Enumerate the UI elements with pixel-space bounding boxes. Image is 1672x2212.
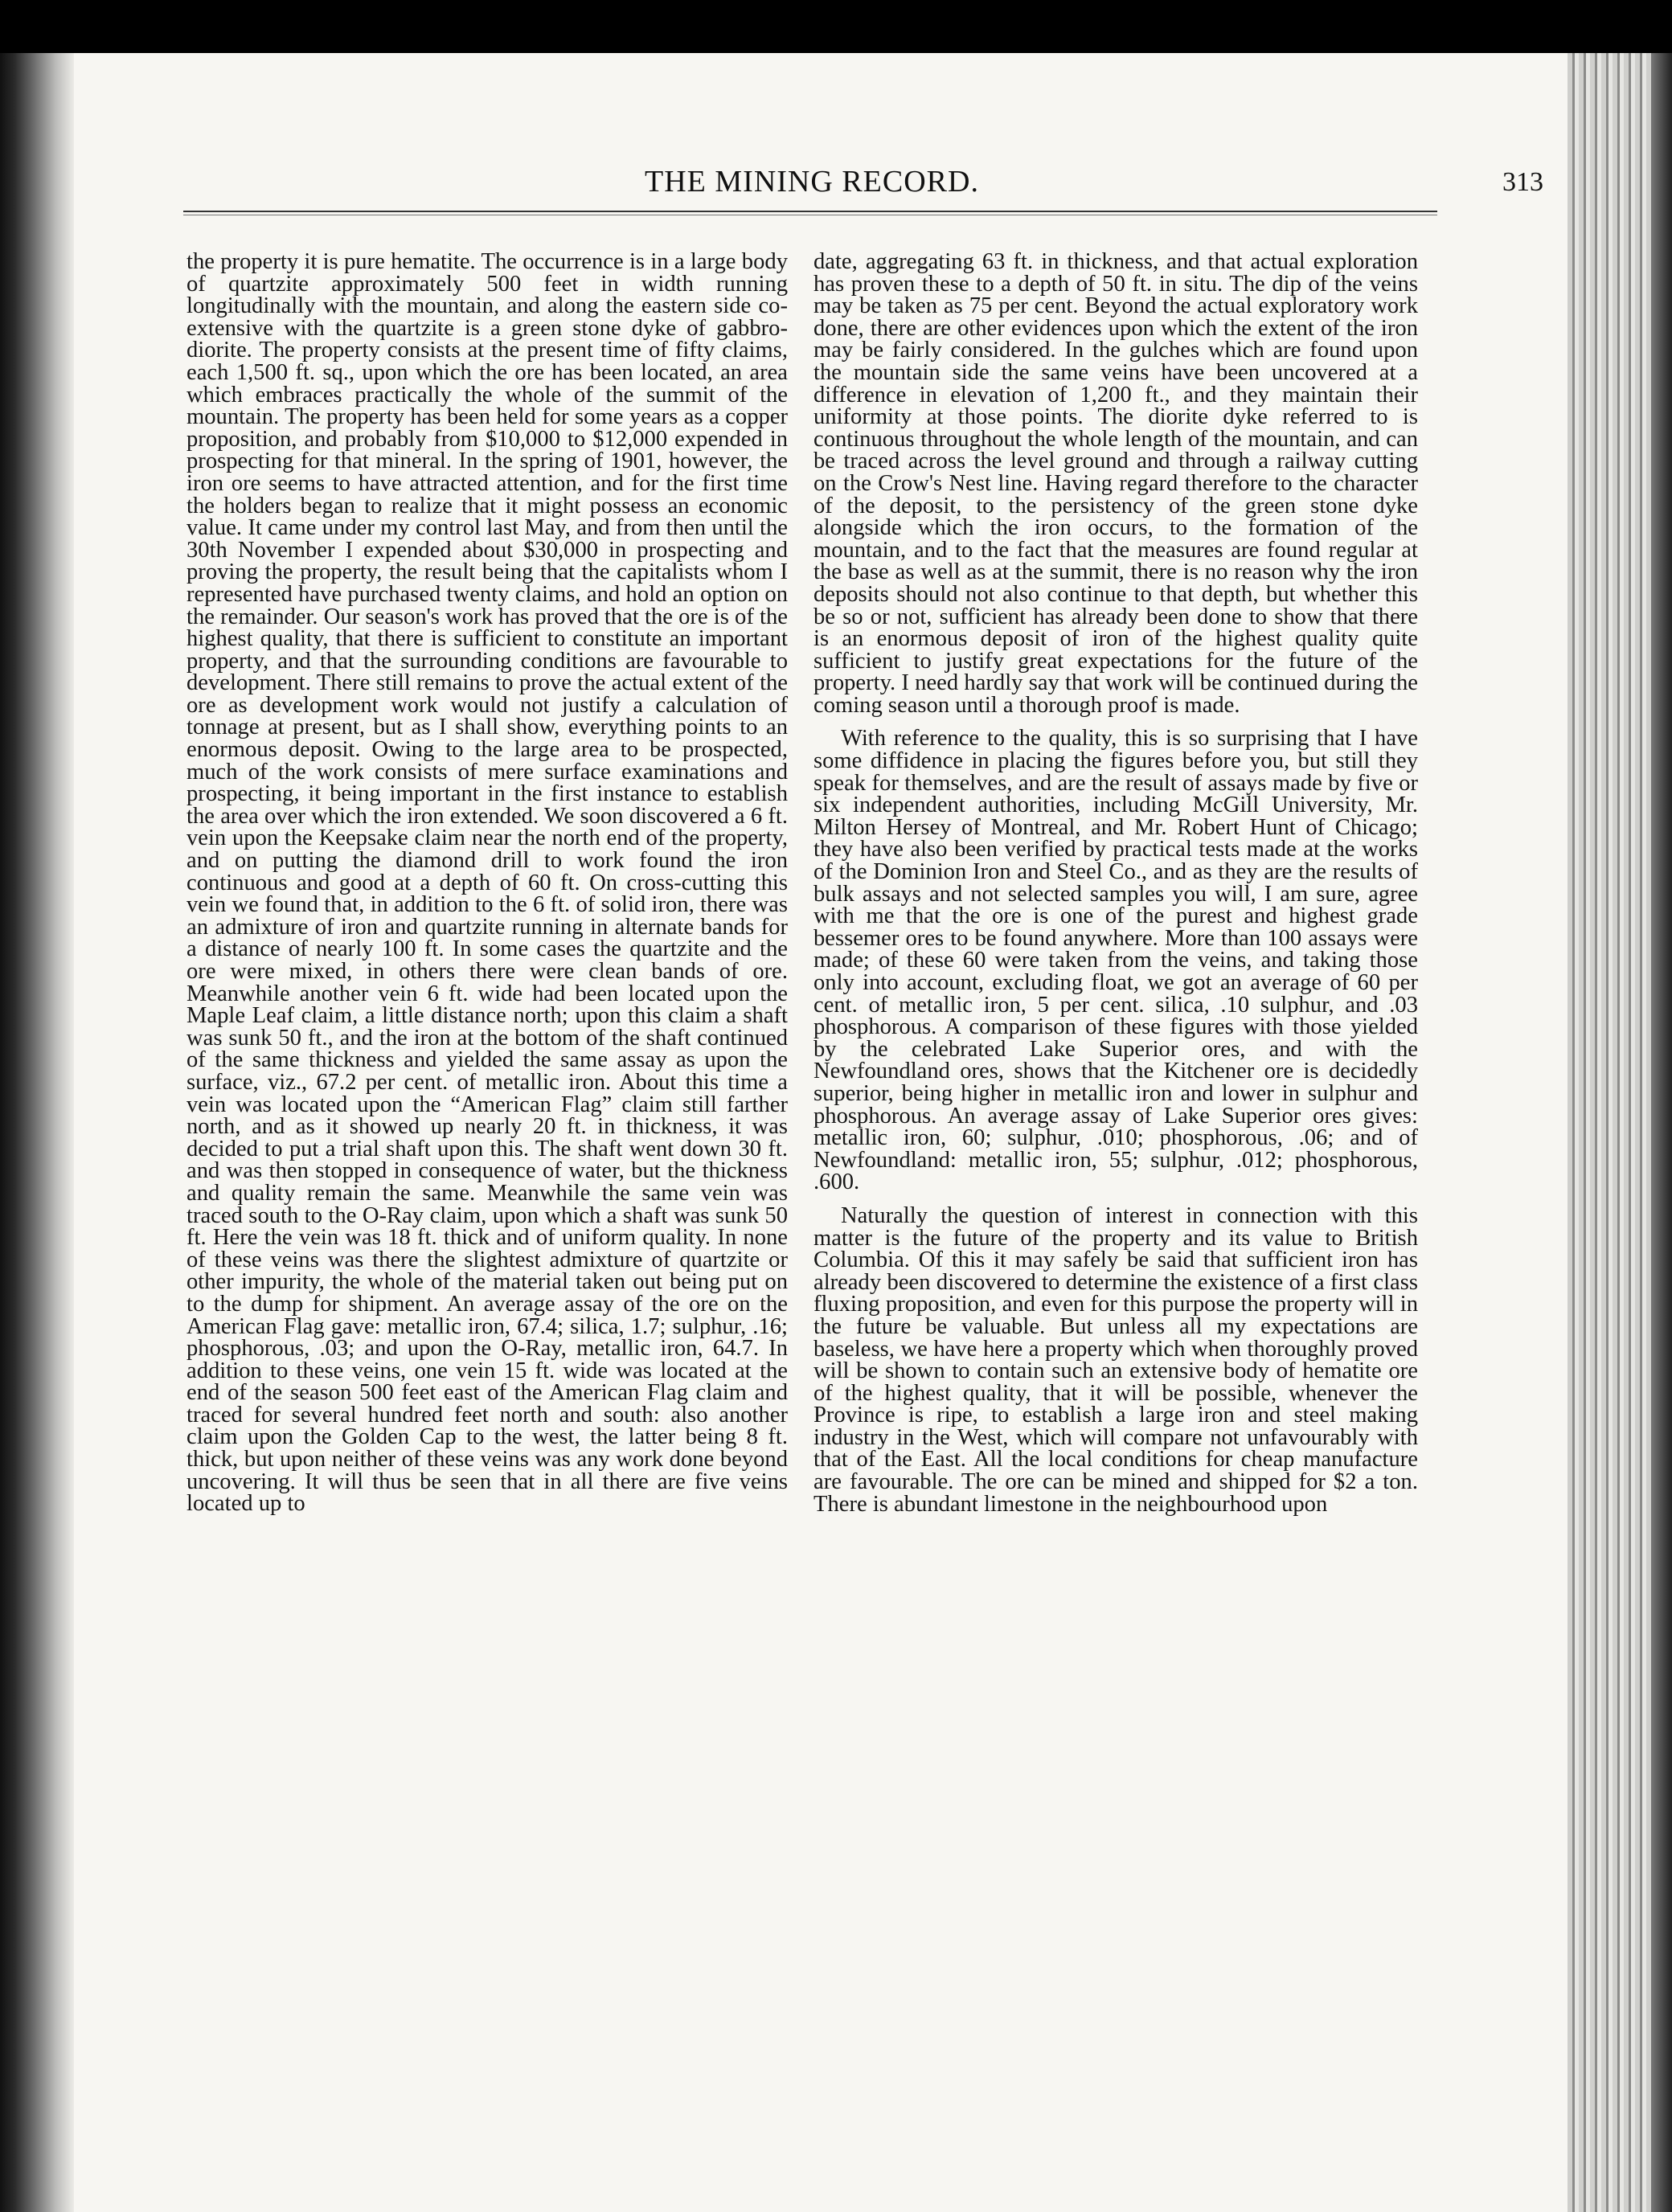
binding-shadow-left (0, 53, 74, 2212)
page-edges-right (1568, 53, 1672, 2212)
running-header (161, 164, 1543, 228)
right-column (813, 251, 1418, 1515)
page-number: 313 (1502, 167, 1543, 197)
paragraph: date, aggregating 63 ft. in thickness, and that actual exploration has proven these to a depth of 50 ft. in situ. The dip of the veins may be taken as 75 per cent. Beyond the actual exploratory work done, there are other evidences upon which the extent of the iron may be fairly considered. In the gulches which are found upon the mountain side the same veins have been uncovered at a difference in elevation of 1,200 ft., and they maintain their uniformity at those points. The diorite dyke referred to is continuous throughout the whole length of the mountain, and can be traced across the level ground and through a railway cutting on the Crow's Nest line. Having regard therefore to the character of the deposit, to the persistency of the green stone dyke alongside which the iron occurs, to the formation of the mountain, and to the fact that the measures are found regular at the base as well as at the summit, there is no reason why the iron deposits should not also continue to that depth, but whether this be so or not, sufficient has already been done to show that there is an enormous deposit of iron of the highest quality quite sufficient to justify great expectations for the future of the property. I need hardly say that work will be continued during the coming season until a thorough proof is made. (813, 249, 1418, 718)
scanned-page (0, 53, 1672, 2212)
paragraph: With reference to the quality, this is so surprising that I have some diffidence in placing the figures before you, but still they speak for themselves, and are the result of assays made by five or six independent authorities, including McGill University, Mr. Milton Hersey of Montreal, and Mr. Robert Hunt of Chicago; they have also been verified by practical tests made at the works of the Dominion Iron and Steel Co., and as they are the results of bulk assays and not selected samples you will, I am sure, agree with me that the ore is one of the purest and highest grade bessemer ores to be found anywhere. More than 100 assays were made; of these 60 were taken from the veins, and taking those only into account, excluding float, we got an average of 60 per cent. of metallic iron, 5 per cent. silica, .10 sulphur, and .03 phosphorous. A comparison of these figures with those yielded by the celebrated Lake Superior ores, and with the Newfoundland ores, shows that the Kitchener ore is decidedly superior, being higher in metallic iron and lower in sulphur and phosphorous. An average assay of Lake Superior ores gives: metallic iron, 60; sulphur, .010; phosphorous, .06; and of Newfoundland: metallic iron, 55; sulphur, .012; phosphorous, .600. (813, 726, 1418, 1195)
left-column (186, 251, 788, 1515)
header-rule (183, 211, 1437, 215)
paragraph: the property it is pure hematite. The occurrence is in a large body of quartzite approximately 500 feet in width running longitudinally with the mountain, and along the eastern side co-extensive with the quartzite is a green stone dyke of gabbro-diorite. The property consists at the present time of fifty claims, each 1,500 ft. sq., upon which the ore has been located, an area which embraces practically the whole of the summit of the mountain. The property has been held for some years as a copper proposition, and probably from $10,000 to $12,000 expended in prospecting for that mineral. In the spring of 1901, however, the iron ore seems to have attracted attention, and for the first time the holders began to realize that it might possess an economic value. It came under my control last May, and from then until the 30th November I expended about $30,000 in prospecting and proving the property, the result being that the capitalists whom I represented have purchased twenty claims, and hold an option on the remainder. Our season's work has proved that the ore is of the highest quality, that there is sufficient to constitute an important property, and that the surrounding conditions are favourable to development. There still remains to prove the actual extent of the ore as development work would not justify a calculation of tonnage at present, but as I shall show, everything points to an enormous deposit. Owing to the large area to be prospected, much of the work consists of mere surface examinations and prospecting, it being important in the first instance to establish the area over which the iron extended. We soon discovered a 6 ft. vein upon the Keepsake claim near the north end of the property, and on putting the diamond drill to work found the iron continuous and good at a depth of 60 ft. On cross-cutting this vein we found that, in addition to the 6 ft. of solid iron, there was an admixture of iron and quartzite running in alternate bands for a distance of nearly 100 ft. In some cases the quartzite and the ore were mixed, in others there were clean bands of ore. Meanwhile another vein 6 ft. wide had been located upon the Maple Leaf claim, a little distance north; upon this claim a shaft was sunk 50 ft., and the iron at the bottom of the shaft continued of the same thickness and yielded the same assay as upon the surface, viz., 67.2 per cent. of metallic iron. About this time a vein was located upon the “American Flag” claim still farther north, and as it showed up nearly 20 ft. in thickness, it was decided to put a trial shaft upon this. The shaft went down 30 ft. and was then stopped in consequence of water, but the thickness and quality remain the same. Meanwhile the same vein was traced south to the O-Ray claim, upon which a shaft was sunk 50 ft. Here the vein was 18 ft. thick and of uniform quality. In none of these veins was there the slightest admixture of quartzite or other impurity, the whole of the material taken out being put on to the dump for shipment. An average assay of the ore on the American Flag gave: metallic iron, 67.4; silica, 1.7; sulphur, .16; phosphorous, .03; and upon the O-Ray, metallic iron, 64.7. In addition to these veins, one vein 15 ft. wide was located at the end of the season 500 feet east of the American Flag claim and traced for several hundred feet north and south: also another claim upon the Golden Cap to the west, the latter being 8 ft. thick, but upon neither of these veins was any work done beyond uncovering. It will thus be seen that in all there are five veins located up to (186, 249, 788, 1517)
journal-title: THE MINING RECORD. (645, 165, 979, 199)
paragraph: Naturally the question of interest in connection with this matter is the future of the property and its value to British Columbia. Of this it may safely be said that sufficient iron has already been discovered to determine the existence of a first class fluxing proposition, and even for this purpose the property will in the future be valuable. But unless all my expectations are baseless, we have here a property which when thoroughly proved will be shown to contain such an extensive body of hematite ore of the highest quality, that it will be possible, whenever the Province is ripe, to establish a large iron and steel making industry in the West, which will compare not unfavourably with that of the East. All the local conditions for cheap manufacture are favourable. The ore can be mined and shipped for $2 a ton. There is abundant limestone in the neighbourhood upon (813, 1202, 1418, 1517)
